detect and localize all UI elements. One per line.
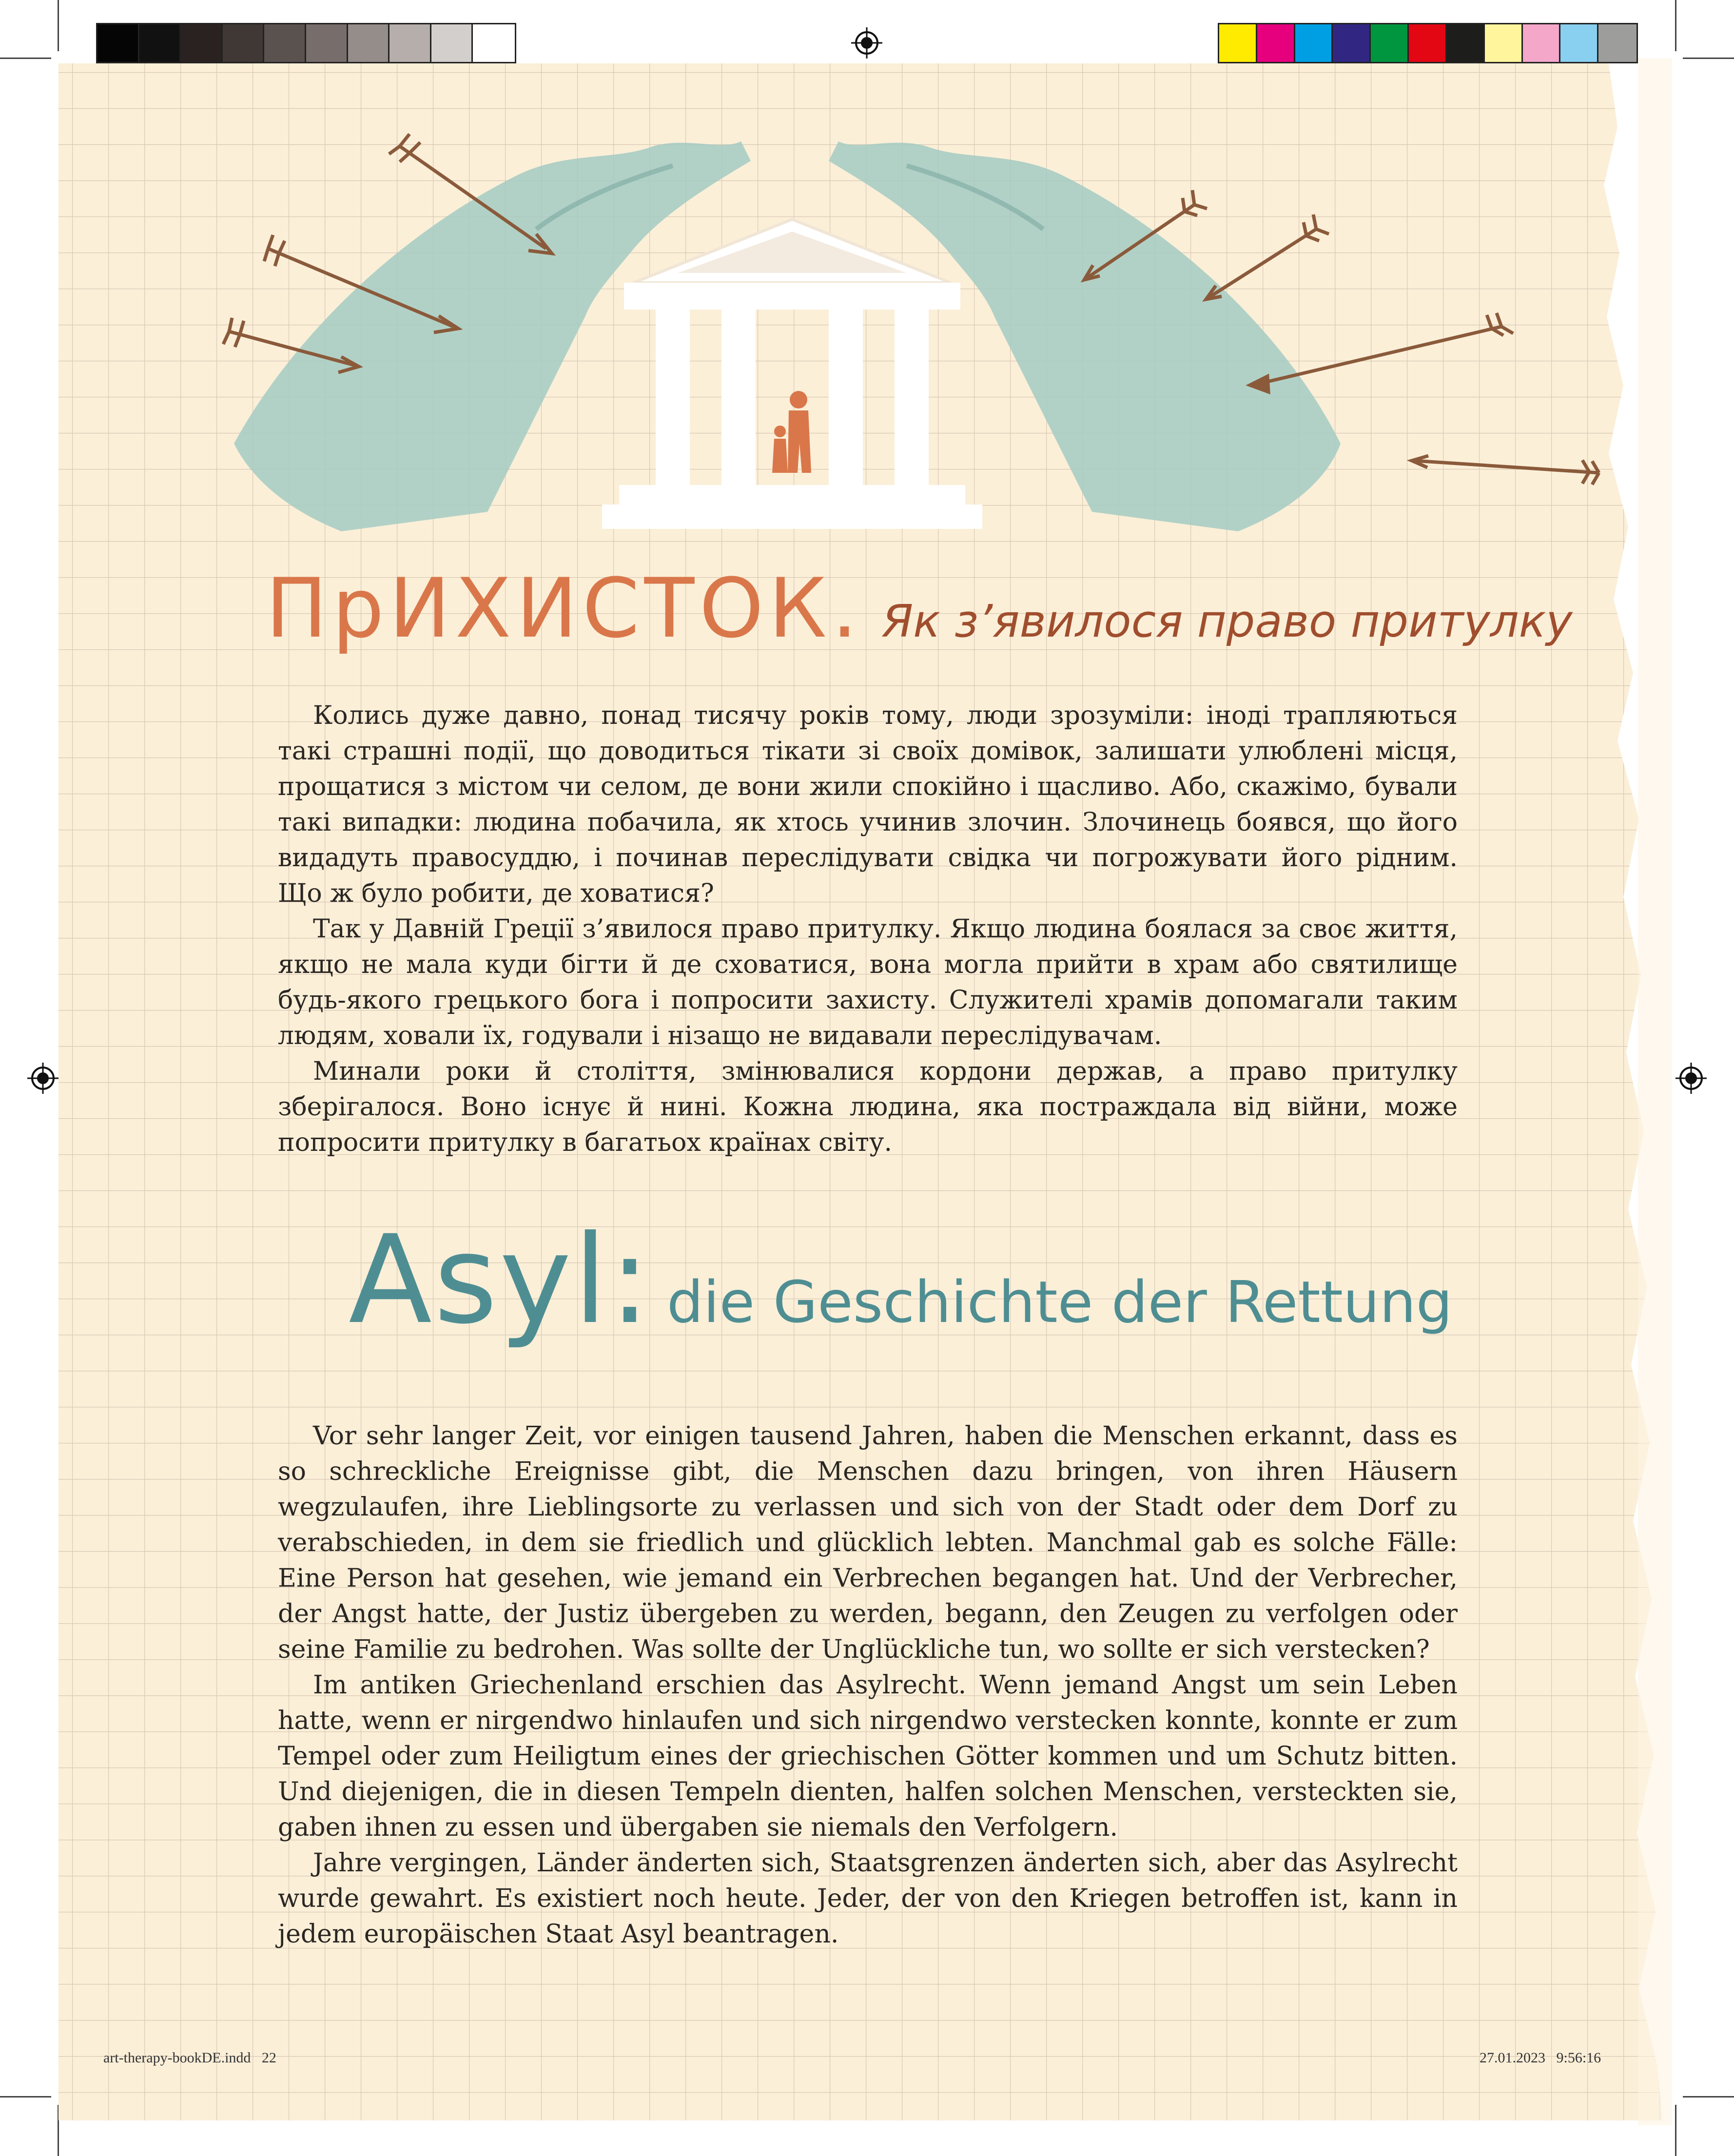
german-title-sub: die Geschichte der Rettung [666, 1268, 1453, 1336]
german-paragraph: Jahre vergingen, Länder änderten sich, Staatsgrenzen änderten sich, aber das Asylrecht wurde gewahrt. Es existiert noch heute. Jeder, der von den Kriegen betroffen ist, kann in jedem europäischen Staat Asyl beantragen. [278, 1848, 1458, 1949]
german-title-main: Asyl: [349, 1209, 652, 1351]
ukrainian-body-text [278, 698, 1458, 1161]
refugee-figures-icon [772, 391, 811, 473]
greek-temple-icon [602, 219, 982, 529]
ukrainian-heading [266, 561, 1573, 673]
ukrainian-title-main: ПрИХИСТОК. [266, 561, 863, 656]
arrow-icon [1206, 214, 1329, 299]
arrow-icon [1412, 456, 1599, 485]
ukrainian-title-sub: Як з’явилося право притулку [882, 595, 1573, 647]
ukrainian-paragraph: Минали роки й століття, змінювалися кордони держав, а право притулку зберігалося. Воно існує й нині. Кожна людина, яка постраждала від війни, може попросити притулку в багатьох країнах світу. [278, 1057, 1458, 1157]
ukrainian-paragraph: Колись дуже давно, понад тисячу років тому, люди зрозуміли: іноді трапляються такі страшні події, що доводиться тікати зі своїх домівок, залишати улюблені місця, прощатися з містом чи селом, де вони жили спокійно і щасливо. Або, скажімо, бували такі випадки: людина побачила, як хтось учинив злочин. Злочинець боявся, що його видадуть правосуддю, і починав переслідувати свідка чи погрожувати його рідним. Що ж було робити, де ховатися? [278, 701, 1458, 908]
slug-file-info: art-therapy-bookDE.indd 22 [103, 2050, 276, 2066]
german-heading [349, 1209, 1519, 1370]
slug-datetime: 27.01.2023 9:56:16 [1480, 2050, 1601, 2066]
ukrainian-paragraph: Так у Давній Греції з’явилося право притулку. Якщо людина боялася за своє життя, якщо не мала куди бігти й де сховатися, вона могла прийти в храм або святилище будь-якого грецького бога і попросити захисту. Служителі храмів допомагали таким людям, ховали їх, годували і нізащо не видавали переслідувачам. [278, 914, 1458, 1050]
german-body-text [278, 1418, 1458, 1952]
german-paragraph: Vor sehr langer Zeit, vor einigen tausend Jahren, haben die Menschen erkannt, dass es so schreckliche Ereignisse gibt, die Menschen dazu bringen, von ihren Häusern wegzulaufen, ihre Lieblingsorte zu verlassen und sich von der Stadt oder dem Dorf zu verabschieden, in dem sie friedlich und glücklich lebten. Manchmal gab es solche Fälle: Eine Person hat gesehen, wie jemand ein Verbrechen begangen hat. Und der Verbrecher, der Angst hatte, der Justiz übergeben zu werden, begann, den Zeugen zu verfolgen oder seine Familie zu bedrohen. Was sollte der Unglückliche tun, wo sollte er sich verstecken? [278, 1421, 1458, 1664]
temple-shelter-illustration [195, 132, 1609, 536]
german-paragraph: Im antiken Griechenland erschien das Asylrecht. Wenn jemand Angst um sein Leben hatte, wenn er nirgendwo hinlaufen und sich nirgendwo verstecken konnte, konnte er zum Tempel oder zum Heiligtum eines der griechischen Götter kommen und um Schutz bitten. Und diejenigen, die in diesen Tempeln dienten, halfen solchen Menschen, versteckten sie, gaben ihnen zu essen und übergaben sie niemals den Verfolgern. [278, 1670, 1458, 1842]
